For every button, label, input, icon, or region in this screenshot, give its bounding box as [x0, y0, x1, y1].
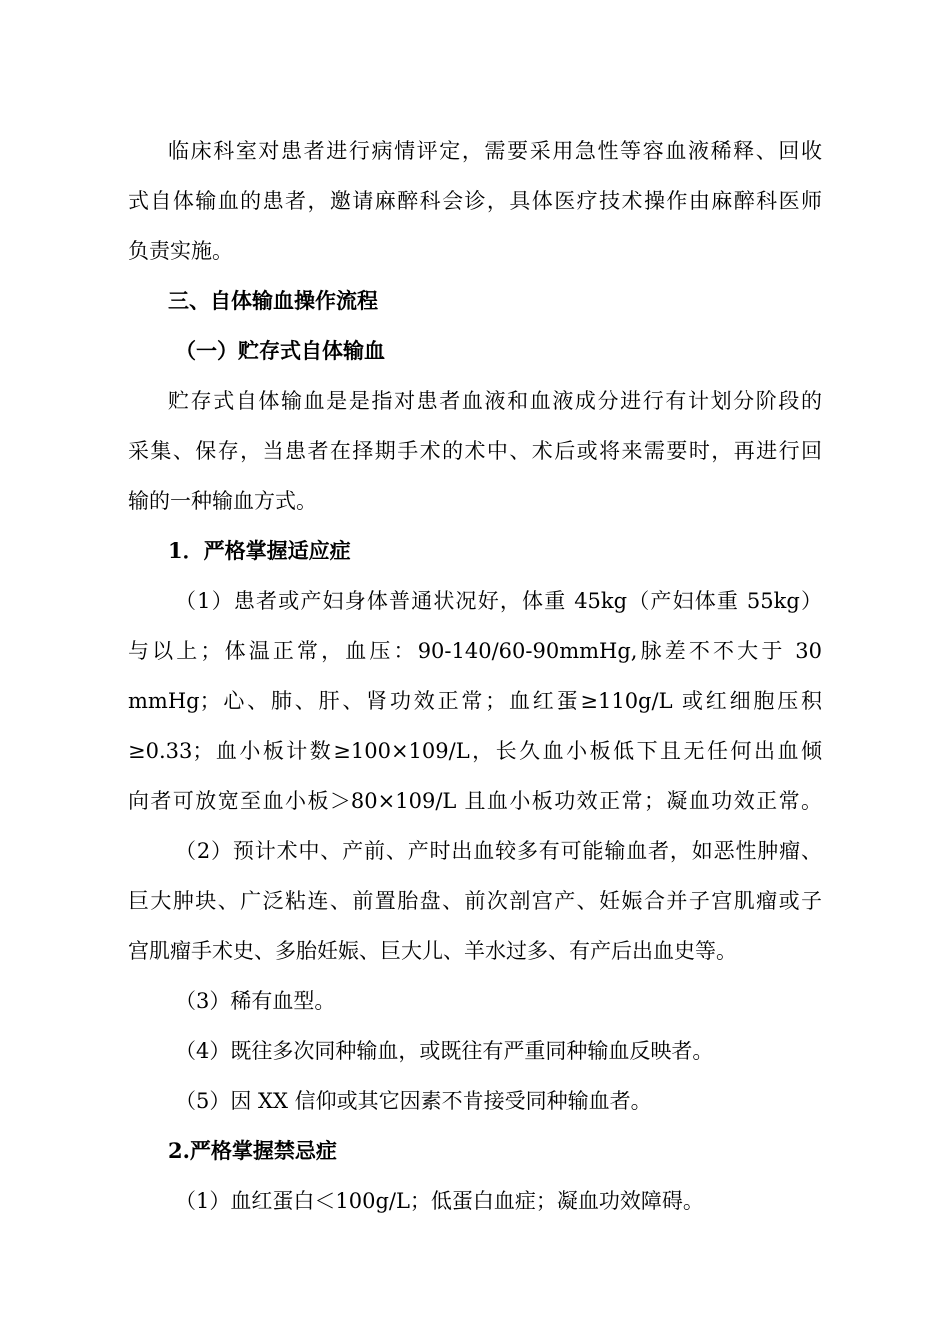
- indication-line: （3）稀有血型。: [175, 989, 336, 1013]
- indication-line: mmHg；心、肺、肝、肾功效正常；血红蛋≥110g/L 或红细胞压积: [128, 689, 822, 713]
- paragraph-line: 临床科室对患者进行病情评定，需要采用急性等容血液稀释、回收: [168, 139, 822, 163]
- section-heading: 三、自体输血操作流程: [168, 288, 378, 313]
- paragraph-line: 式自体输血的患者，邀请麻醉科会诊，具体医疗技术操作由麻醉科医师: [128, 189, 822, 213]
- paragraph-line: 贮存式自体输血是是指对患者血液和血液成分进行有计划分阶段的: [168, 389, 822, 413]
- paragraph-line: 输的一种输血方式。: [128, 489, 317, 513]
- paragraph-line: 负责实施。: [128, 239, 233, 263]
- indication-line: （2）预计术中、产前、产时出血较多有可能输血者，如恶性肿瘤、: [175, 839, 822, 863]
- indication-line: （1）患者或产妇身体普通状况好，体重 45kg（产妇体重 55kg）: [175, 589, 822, 613]
- item-heading: 2.严格掌握禁忌症: [168, 1138, 337, 1163]
- indication-line: 巨大肿块、广泛粘连、前置胎盘、前次剖宫产、妊娠合并子宫肌瘤或子: [128, 889, 822, 913]
- contraindication-line: （1）血红蛋白＜100g/L；低蛋白血症；凝血功效障碍。: [175, 1189, 704, 1213]
- indication-line: （5）因 XX 信仰或其它因素不肯接受同种输血者。: [175, 1089, 652, 1113]
- indication-line: ≥0.33；血小板计数≥100×109/L，长久血小板低下且无任何出血倾: [128, 739, 822, 763]
- subsection-heading: （一）贮存式自体输血: [175, 338, 385, 363]
- indication-line: 宫肌瘤手术史、多胎妊娠、巨大儿、羊水过多、有产后出血史等。: [128, 939, 737, 963]
- paragraph-line: 采集、保存，当患者在择期手术的术中、术后或将来需要时，再进行回: [128, 439, 822, 463]
- item-heading: 1．严格掌握适应症: [168, 538, 351, 563]
- indication-line: 向者可放宽至血小板＞80×109/L 且血小板功效正常；凝血功效正常。: [128, 789, 822, 813]
- indication-line: 与以上；体温正常，血压：90-140/60-90mmHg,脉差不不大于 30: [128, 639, 822, 663]
- indication-line: （4）既往多次同种输血，或既往有严重同种输血反映者。: [175, 1039, 714, 1063]
